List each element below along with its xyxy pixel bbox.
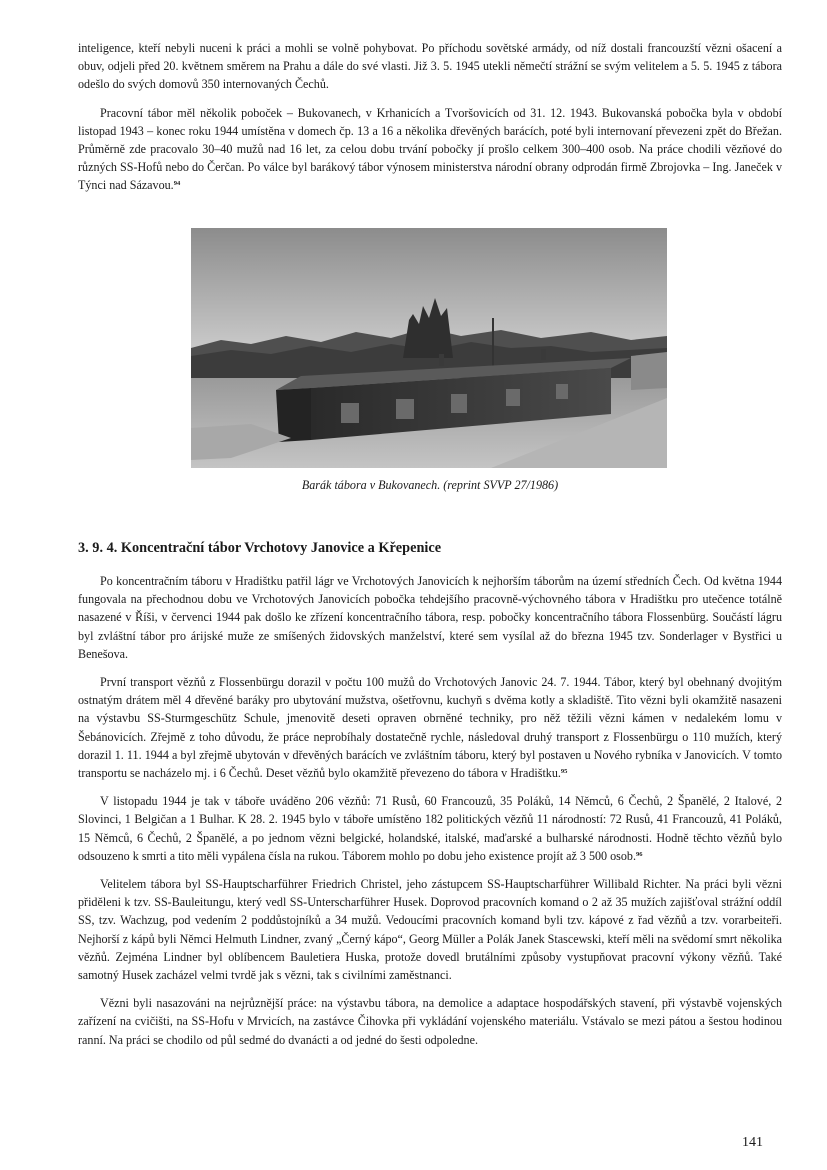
paragraph-intro: Po koncentračním táboru v Hradištku patřil lágr ve Vrchotových Janovicích k nejhorším táborům na území středních Čech. Od května 1944 fungovala na přechodnou dobu ve Vrchotových Janovicích pobočka tehdejšího pracovně-výchovného tábora v Hradištku pro utečence totálně nasazené v Říši, v červenci 1944 pak došlo ke zřízení koncentračního tábora, resp. pobočky koncentračního tábora Flossenbürg. Součástí lágru byl zvláštní tábor pro árijské muže ze smíšených židovských manželství, které sem vysílal až do března 1945 tzv. Sonderlager v Bystřici u Benešova. — [78, 574, 782, 661]
paragraph-bukovany-branch: Pracovní tábor měl několik poboček – Bukovanech, v Krhanicích a Tvoršovicích od 31. 12. 1943. Bukovanská pobočka byla v období listopad 1943 – konec roku 1944 umístěna v domech čp. 13 a 16 a několika dřevěných barácích, poté byli internovaní převezeni zpět do Břežan. Průměrně zde pracovalo 30–40 mužů nad 16 let, za celou dobu trvání pobočky jí prošlo celkem 300–400 osob. Na práce chodili vězňové do různých SS-Hofů nebo do Čerčan. Po válce byl barákový tábor výnosem ministerstva národní obrany odprodán firmě Zbrojovka – Ing. Janeček v Týnci nad Sázavou.$^{94}$ — [78, 105, 782, 193]
paragraph-work-assignments: Vězni byli nasazováni na nejrůznější práce: na výstavbu tábora, na demolice a adaptace hospodářských stavení, při výstavbě vojenských zařízení na cvičišti, na SS-Hofu v Mrvicích, na zastávce Čihovka při vykládání vojenského materiálu. Vstávalo se mezi pátou a šestou hodinou ranní. Na práci se chodilo od půl sedmé do dvanácti a od jedné do šesti odpoledne. — [78, 996, 782, 1047]
section-heading: 3. 9. 4. Koncentrační tábor Vrchotovy Janovice a Křepenice — [78, 540, 442, 556]
figure-caption: Barák tábora v Bukovanech. (reprint SVVP 27/1986) — [301, 478, 559, 492]
page-number: 141 — [742, 1135, 763, 1150]
barrack-photo — [191, 228, 667, 468]
paragraph-camp-command: Velitelem tábora byl SS-Hauptscharführer Friedrich Christel, jeho zástupcem SS-Hauptscharführer Willibald Richter. Na práci byli vězni přiděleni k tzv. SS-Bauleitungu, který vedl SS-Unterscharführer Husek. Doprovod pracovních komand o 2 až 35 mužích zajišťoval strážní oddíl SS, tzv. Wachzug, pod vedením 2 poddůstojníků a 34 mužů. Vedoucími pracovních komand byli tzv. kápové z řad vězňů a tzv. vorarbeiteři. Nejhorší z kápů byli Němci Helmuth Lindner, zvaný „Černý kápo“, Georg Müller a Polák Janek Stascewski, kteří měli na svědomí smrt několika vězňů. Zejména Lindner byl oblíbencem Bauletiera Huska, protože dovedl brutálními způsoby vystupňovat pracovní výkony vězňů. Také samotný Husek zacházel velmi tvrdě jak s vězni, tak s civilními zaměstnanci. — [78, 877, 782, 983]
paragraph-prisoner-counts: V listopadu 1944 je tak v táboře uváděno 206 vězňů: 71 Rusů, 60 Francouzů, 35 Poláků, 14 Němců, 6 Čechů, 2 Španělé, 2 Italové, 2 Slovinci, 1 Belgičan a 1 Bulhar. K 28. 2. 1945 bylo v táboře umístěno 182 politických vězňů 11 národností: 72 Rusů, 41 Francouzů, 41 Poláků, 15 Němců, 6 Čechů, 2 Španělé, a po jednom vězni belgické, holandské, italské, maďarské a bulharské národnosti. Hodně těchto vězňů bylo odsouzeno k smrti a tito měli vypálena čísla na rukou. Táborem mohlo po dobu jeho existence projít až 3 500 osob.$^{96}$ — [78, 794, 782, 863]
barrack-photo-image — [191, 228, 667, 468]
footnote-ref[interactable]: 95 — [560, 768, 568, 776]
section-text-block — [78, 572, 782, 1049]
top-text-block — [78, 39, 782, 195]
paragraph-first-transport: První transport vězňů z Flossenbürgu dorazil v počtu 100 mužů do Vrchotových Janovic 24. 7. 1944. Tábor, který byl obehnaný dvojitým ostnatým drátem měl 4 dřevěné baráky pro ubytování mužstva, ošetřovnu, kuchyň s dvěma kotly a skladiště. Tito vězni byli okamžitě nasazeni na výstavbu SS-Sturmgeschütz Schule, jmenovitě deseti opraven obrněné techniky, pro něž těžili vězni kámen v nedalekém lomu v Šebánovicích. Zřejmě z toho důvodu, že práce neprobíhaly dostatečně rychle, následoval druhý transport z Flossenbürgu o 110 mužích, který dorazil 1. 11. 1944 a byl zřejmě ubytován v dřevěných barácích ve zvláštním táboru, který byl postaven u Nového rybníka v Janovicích. V tomto transportu se nacházelo mj. i 6 Čechů. Deset vězňů bylo okamžitě převezeno do tábora v Hradištku.$^{95}$ — [78, 675, 782, 781]
paragraph-continuation: inteligence, kteří nebyli nuceni k práci a mohli se volně pohybovat. Po příchodu sovětské armády, od níž dostali francouzští vězni ošacení a obuv, odjeli před 20. květnem směrem na Prahu a dále do své vlasti. Již 3. 5. 1945 utekli němečtí strážní se svým velitelem a 5. 5. 1945 z tábora odešlo do svých domovů 350 internovaných Čechů. — [78, 41, 782, 92]
footnote-ref[interactable]: 94 — [173, 180, 181, 188]
footnote-ref[interactable]: 96 — [635, 850, 643, 858]
